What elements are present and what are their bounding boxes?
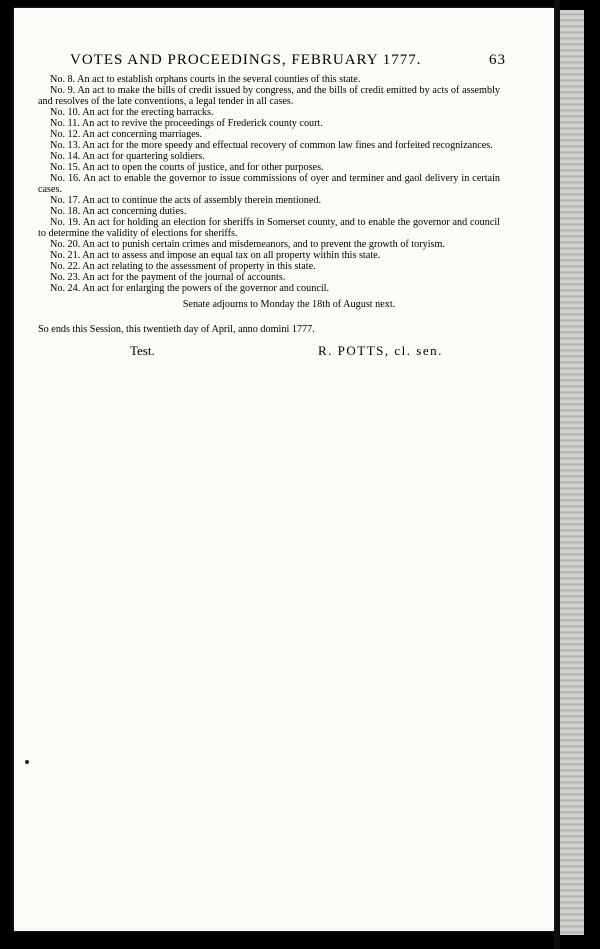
act-item (38, 272, 500, 283)
act-item (38, 74, 500, 85)
act-text: An act concerning duties. (82, 206, 187, 217)
act-number: No. 22. (50, 261, 81, 272)
page-edge-strip (560, 10, 584, 935)
act-item (38, 206, 500, 217)
page-number: 63 (489, 52, 506, 68)
act-number: No. 11. (50, 118, 80, 129)
act-number: No. 16. (50, 173, 81, 184)
act-number: No. 19. (50, 217, 81, 228)
act-number: No. 15. (50, 162, 81, 173)
act-text: An act to enable the governor to issue commissions of oyer and terminer and gaol delivery in certain cases. (38, 173, 501, 195)
act-item (38, 261, 500, 272)
ink-spot (25, 760, 29, 764)
act-number: No. 17. (50, 195, 81, 206)
act-number: No. 23. (50, 272, 81, 283)
act-number: No. 21. (50, 250, 81, 261)
act-text: An act for the payment of the journal of accounts. (82, 272, 286, 283)
clerk-signature: R. POTTS, cl. sen. (318, 343, 443, 358)
act-number: No. 18. (50, 206, 81, 217)
act-text: An act for enlarging the powers of the governor and council. (82, 283, 330, 294)
act-text: An act to continue the acts of assembly therein mentioned. (82, 195, 322, 206)
act-item (38, 107, 500, 118)
act-number: No. 14. (50, 151, 81, 162)
act-number: No. 20. (50, 239, 81, 250)
act-number: No. 9. (50, 85, 76, 96)
act-item (38, 140, 500, 151)
act-item (38, 283, 500, 294)
act-number: No. 8. (50, 74, 76, 85)
act-number: No. 24. (50, 283, 81, 294)
act-item (38, 217, 500, 239)
act-item (38, 162, 500, 173)
adjournment-line: Senate adjourns to Monday the 18th of August next. (182, 299, 396, 310)
act-text: An act to make the bills of credit issued by congress, and the bills of credit emitted by acts of assembly and resolves of the late conventions, a legal tender in all cases. (38, 85, 500, 107)
act-item (38, 85, 500, 107)
session-end-line: So ends this Session, this twentieth day of April, anno domini 1777. (38, 324, 315, 335)
acts-list (38, 74, 500, 294)
act-text: An act for quartering soldiers. (82, 151, 205, 162)
act-item (38, 151, 500, 162)
act-text: An act to open the courts of justice, and for other purposes. (82, 162, 324, 173)
signature-block (38, 345, 500, 363)
act-item (38, 195, 500, 206)
act-number: No. 13. (50, 140, 81, 151)
act-text: An act to establish orphans courts in the several counties of this state. (77, 74, 361, 85)
act-item (38, 129, 500, 140)
act-text: An act for the erecting barracks. (82, 107, 214, 118)
act-number: No. 10. (50, 107, 81, 118)
act-item (38, 239, 500, 250)
act-text: An act for holding an election for sheriffs in Somerset county, and to enable the governor and council to determine the validity of elections for sheriffs. (38, 217, 500, 239)
act-number: No. 12. (50, 129, 81, 140)
page-header (70, 52, 506, 69)
running-title: VOTES AND PROCEEDINGS, FEBRUARY 1777. (70, 52, 422, 68)
act-text: An act concerning marriages. (82, 129, 203, 140)
act-text: An act to punish certain crimes and misdemeanors, and to prevent the growth of toryism. (82, 239, 445, 250)
act-text: An act to assess and impose an equal tax on all property within this state. (82, 250, 381, 261)
document-body (38, 74, 500, 363)
act-item (38, 173, 500, 195)
act-item (38, 250, 500, 261)
act-item (38, 118, 500, 129)
act-text: An act for the more speedy and effectual recovery of common law fines and forfeited recognizances. (82, 140, 493, 151)
test-label: Test. (130, 343, 155, 358)
act-text: An act to revive the proceedings of Frederick county court. (81, 118, 323, 129)
act-text: An act relating to the assessment of property in this state. (82, 261, 316, 272)
